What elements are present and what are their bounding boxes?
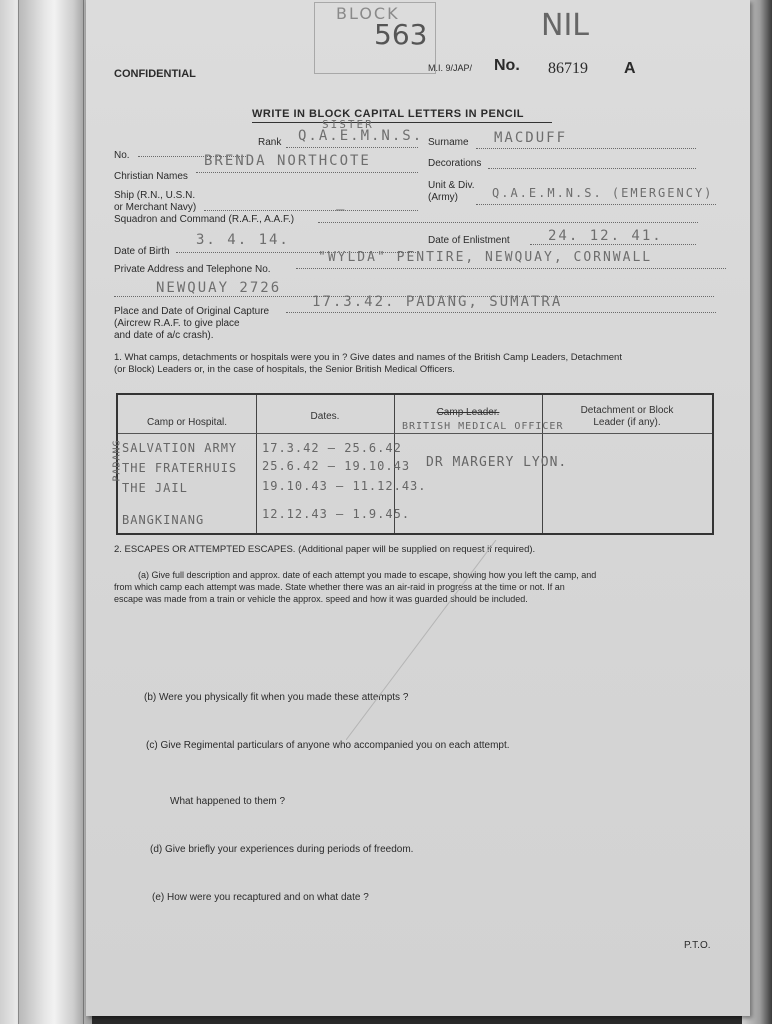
squadron-line — [318, 222, 698, 223]
address-value-line1: "WYLDA" PENTIRE, NEWQUAY, CORNWALL — [318, 250, 653, 265]
question-2a-line2: from which camp each attempt was made. State whether there was an air-raid in progress at the time or not. If an — [114, 582, 565, 592]
dob-value: 3. 4. 14. — [196, 232, 290, 248]
ship-label-1: Ship (R.N., U.S.N. — [114, 190, 196, 201]
confidential-label: CONFIDENTIAL — [114, 68, 196, 80]
table-row-3-camp: THE JAIL — [122, 481, 188, 495]
rank-line — [286, 147, 418, 148]
table-row-2-dates: 25.6.42 – 19.10.43 — [262, 459, 411, 473]
address-value-line2: NEWQUAY 2726 — [156, 280, 282, 296]
unit-value: Q.A.E.M.N.S. (EMERGENCY) — [492, 186, 714, 200]
header-leader-note: BRITISH MEDICAL OFFICER — [402, 421, 564, 432]
squadron-label: Squadron and Command (R.A.F., A.A.F.) — [114, 214, 295, 225]
serial-number: 86719 — [548, 60, 588, 77]
table-side-note: PADANG — [111, 439, 123, 482]
stamp-nil: NIL — [541, 8, 590, 43]
file-spine — [18, 0, 84, 1024]
pto-label: P.T.O. — [684, 940, 711, 951]
no-label: No. — [114, 150, 130, 161]
capture-value: 17.3.42. PADANG, SUMATRA — [312, 294, 563, 310]
enlistment-value: 24. 12. 41. — [548, 228, 663, 244]
unit-line — [476, 204, 716, 205]
christian-names-value: BRENDA NORTHCOTE — [204, 153, 371, 169]
squadron-value: — — [336, 202, 347, 218]
christian-line — [196, 172, 418, 173]
table-row-4-camp: BANGKINANG — [122, 513, 205, 527]
address-label: Private Address and Telephone No. — [114, 264, 271, 275]
header-detachment-1: Detachment or Block — [580, 405, 674, 416]
unit-label-1: Unit & Div. — [428, 180, 475, 191]
enlistment-label: Date of Enlistment — [428, 235, 510, 246]
question-2e: (e) How were you recaptured and on what date ? — [152, 892, 369, 903]
ship-line — [204, 210, 418, 211]
form-page — [86, 0, 750, 1016]
decorations-line — [488, 168, 696, 169]
capture-label-2: (Aircrew R.A.F. to give place — [114, 318, 240, 329]
question-1-line2: (or Block) Leaders or, in the case of hospitals, the Senior British Medical Officers. — [114, 364, 455, 375]
title-underline — [252, 122, 552, 123]
question-2c: (c) Give Regimental particulars of anyone who accompanied you on each attempt. — [146, 740, 510, 751]
rank-prefix: SISTER — [322, 118, 374, 131]
rank-value: Q.A.E.M.N.S. — [298, 128, 424, 144]
header-detachment-2: Leader (if any). — [593, 417, 661, 428]
address-line-1 — [296, 268, 726, 269]
question-2a-line1: (a) Give full description and approx. date of each attempt you made to escape, showing how you left the camp, and — [138, 570, 597, 580]
surname-line — [476, 148, 696, 149]
form-code: M.I. 9/JAP/ — [428, 63, 473, 73]
table-header-divider — [118, 433, 712, 434]
ship-label-2: or Merchant Navy) — [114, 202, 197, 213]
table-row-3-dates: 19.10.43 – 11.12.43. — [262, 479, 427, 493]
question-2-title: 2. ESCAPES OR ATTEMPTED ESCAPES. (Additional paper will be supplied on request if required). — [114, 544, 536, 555]
capture-label-3: and date of a/c crash). — [114, 330, 214, 341]
decorations-label: Decorations — [428, 158, 482, 169]
question-1-line1: 1. What camps, detachments or hospitals were you in ? Give dates and names of the British Camp Leaders, Detachment — [114, 352, 622, 363]
capture-line — [286, 312, 716, 313]
table-row-2-camp: THE FRATERHUIS — [122, 461, 238, 475]
question-2c-sub: What happened to them ? — [170, 796, 286, 807]
rank-label: Rank — [258, 137, 282, 148]
enlistment-line — [530, 244, 696, 245]
unit-label-2: (Army) — [428, 192, 458, 203]
camps-table — [111, 393, 714, 535]
question-2b: (b) Were you physically fit when you made these attempts ? — [144, 692, 409, 703]
form-title: WRITE IN BLOCK CAPITAL LETTERS IN PENCIL — [252, 108, 524, 120]
question-2a-line3: escape was made from a train or vehicle the approx. speed and how it was guarded should be included. — [114, 594, 528, 604]
serial-letter: A — [624, 60, 636, 77]
table-row-4-dates: 12.12.43 – 1.9.45. — [262, 507, 411, 521]
table-row-1-dates: 17.3.42 – 25.6.42 — [262, 441, 402, 455]
surname-label: Surname — [428, 137, 469, 148]
christian-names-label: Christian Names — [114, 171, 188, 182]
serial-no-label: No. — [494, 57, 520, 74]
table-row-1-camp: SALVATION ARMY — [122, 441, 238, 455]
stamp-block-text: BLOCK — [336, 4, 400, 23]
stamp-number: 563 — [374, 18, 428, 51]
question-2d: (d) Give briefly your experiences during periods of freedom. — [150, 844, 414, 855]
header-dates: Dates. — [310, 411, 340, 422]
table-row-2-leader: DR MARGERY LYON. — [426, 455, 568, 470]
surname-value: MACDUFF — [494, 130, 568, 146]
paper-crease — [346, 540, 506, 740]
header-camp-or-hospital: Camp or Hospital. — [146, 417, 228, 428]
header-camp-leader: Camp Leader. — [436, 407, 500, 418]
capture-label-1: Place and Date of Original Capture — [114, 306, 270, 317]
dob-label: Date of Birth — [114, 246, 170, 257]
